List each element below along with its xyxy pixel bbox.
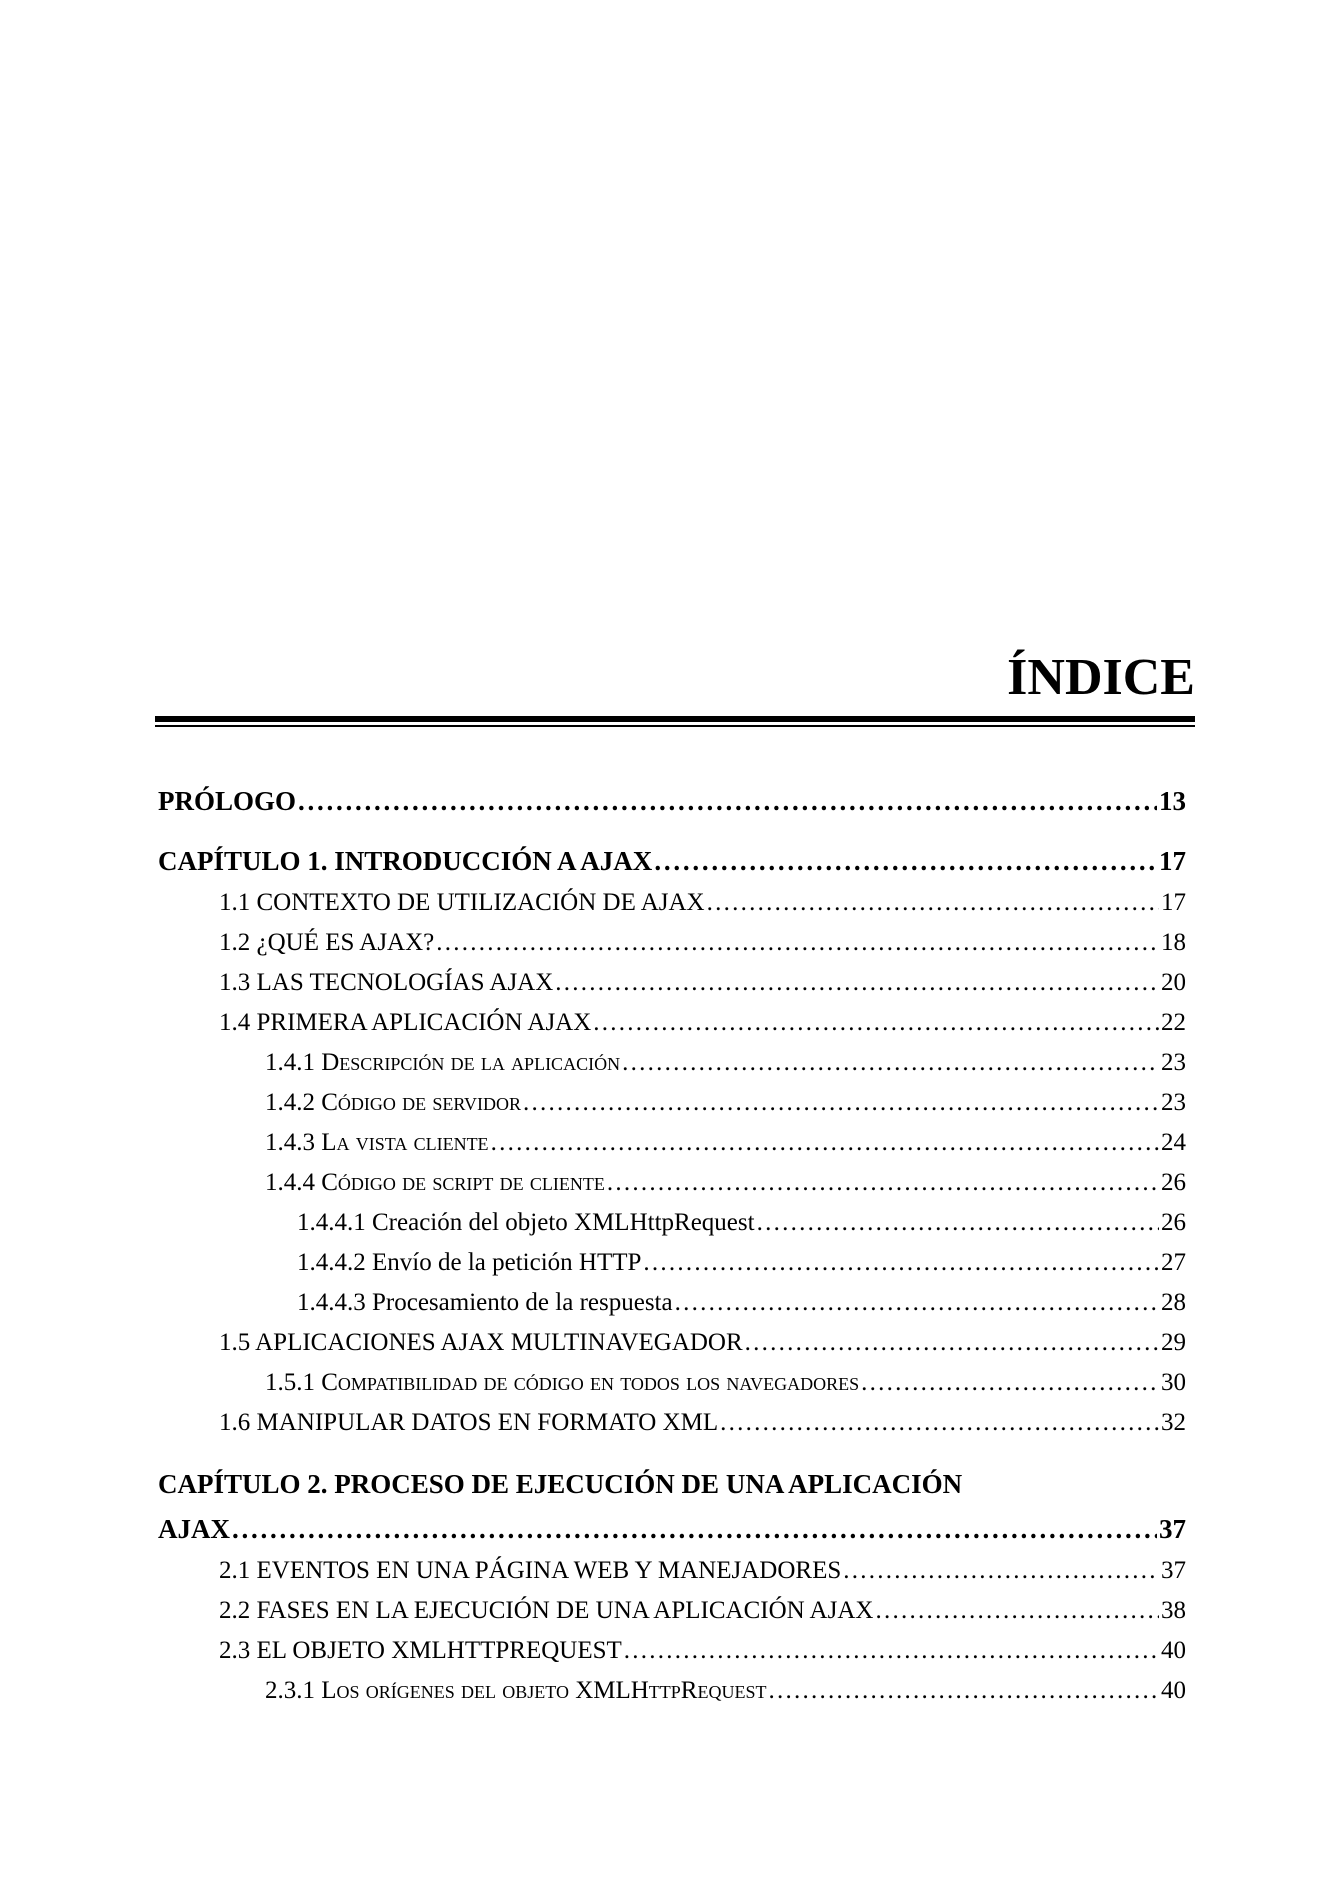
toc-entry-page: 29 [1161,1329,1186,1356]
toc-entry-2-1[interactable] [219,1557,1186,1585]
page-title: ÍNDICE [1007,649,1195,706]
toc-entry-page: 24 [1161,1129,1186,1156]
toc-entry-label: PRÓLOGO [158,786,297,816]
toc-entry-label: 2.2 FASES EN LA EJECUCIÓN DE UNA APLICACIÓN AJAX [219,1597,874,1624]
toc-entry-label: 1.5 APLICACIONES AJAX MULTINAVEGADOR [219,1329,743,1356]
toc-entry-page: 37 [1161,1557,1186,1584]
dot-leader [675,1289,1159,1317]
dot-leader [861,1369,1159,1397]
toc-entry-label: 1.1 CONTEXTO DE UTILIZACIÓN DE AJAX [219,889,705,916]
toc-entry-1-4-4-3[interactable] [297,1289,1186,1317]
toc-entry-1-2[interactable] [219,929,1186,957]
toc-entry-label: CAPÍTULO 1. INTRODUCCIÓN A AJAX [158,846,653,876]
toc-entry-page: 38 [1161,1597,1186,1624]
toc-entry-label: 1.4.4.2 Envío de la petición HTTP [297,1249,642,1276]
dot-leader [875,1597,1159,1625]
toc-entry-1-4-3[interactable] [265,1129,1186,1157]
dot-leader [720,1409,1159,1437]
dot-leader [843,1557,1159,1585]
dot-leader [298,786,1157,817]
toc-entry-page: 40 [1161,1677,1186,1704]
toc-entry-page: 22 [1161,1009,1186,1036]
dot-leader [622,1049,1159,1077]
toc-entry-label: 1.4.4.3 Procesamiento de la respuesta [297,1289,673,1316]
toc-entry-1-4[interactable] [219,1009,1186,1037]
toc-entry-1-4-4-1[interactable] [297,1209,1186,1237]
toc-entry-label: 1.4 PRIMERA APLICACIÓN AJAX [219,1009,592,1036]
toc-entry-1-4-2[interactable] [265,1089,1186,1117]
toc-entry-chapter-2-line1[interactable]: CAPÍTULO 2. PROCESO DE EJECUCIÓN DE UNA APLICACIÓN [158,1469,963,1499]
toc-entry-page: 28 [1161,1289,1186,1316]
toc-entry-label: AJAX [158,1514,230,1544]
dot-leader [491,1129,1159,1157]
dot-leader [607,1169,1159,1197]
dot-leader [757,1209,1159,1237]
dot-leader [593,1009,1159,1037]
toc-entry-label: 1.6 MANIPULAR DATOS EN FORMATO XML [219,1409,719,1436]
toc-entry-page: 30 [1161,1369,1186,1396]
toc-entry-page: 23 [1161,1089,1186,1116]
toc-entry-1-5[interactable] [219,1329,1186,1357]
toc-entry-label: 2.1 EVENTOS EN UNA PÁGINA WEB Y MANEJADORES [219,1557,842,1584]
dot-leader [555,969,1159,997]
toc-entry-1-1[interactable] [219,889,1186,917]
dot-leader [624,1637,1159,1665]
dot-leader [745,1329,1159,1357]
toc-entry-label: 1.4.3 La vista cliente [265,1129,489,1156]
toc-entry-page: 37 [1159,1514,1186,1544]
toc-entry-page: 27 [1161,1249,1186,1276]
toc-entry-page: 17 [1159,846,1186,876]
toc-entry-label: 1.4.4.1 Creación del objeto XMLHttpRequest [297,1209,755,1236]
toc-entry-2-3-1[interactable] [265,1677,1186,1705]
toc-entry-1-6[interactable] [219,1409,1186,1437]
toc-entry-label: 2.3 EL OBJETO XMLHTTPREQUEST [219,1637,622,1664]
toc-entry-page: 17 [1161,889,1186,916]
toc-entry-1-4-4-2[interactable] [297,1249,1186,1277]
toc-entry-1-4-4[interactable] [265,1169,1186,1197]
toc-entry-chapter-1[interactable] [158,846,1186,877]
toc-entry-1-4-1[interactable] [265,1049,1186,1077]
toc-entry-page: 13 [1159,786,1186,816]
toc-entry-label: 1.3 LAS TECNOLOGÍAS AJAX [219,969,554,996]
toc-entry-label: 2.3.1 Los orígenes del objeto XMLHttpRequest [265,1677,767,1704]
toc-entry-page: 23 [1161,1049,1186,1076]
toc-entry-page: 32 [1161,1409,1186,1436]
toc-entry-page: 26 [1161,1169,1186,1196]
toc-entry-label: 1.4.1 Descripción de la aplicación [265,1049,621,1076]
dot-leader [707,889,1159,917]
toc-entry-label: 1.4.2 Código de servidor [265,1089,521,1116]
toc-entry-label: 1.4.4 Código de script de cliente [265,1169,605,1196]
toc-entry-1-5-1[interactable] [265,1369,1186,1397]
toc-entry-1-3[interactable] [219,969,1186,997]
toc-entry-chapter-2[interactable] [158,1514,1186,1545]
toc-entry-label: 1.5.1 Compatibilidad de código en todos los navegadores [265,1369,860,1396]
dot-leader [643,1249,1159,1277]
dot-leader [654,846,1157,877]
dot-leader [768,1677,1159,1705]
dot-leader [436,929,1159,957]
toc-entry-page: 18 [1161,929,1186,956]
toc-entry-page: 26 [1161,1209,1186,1236]
toc-entry-2-3[interactable] [219,1637,1186,1665]
toc-entry-2-2[interactable] [219,1597,1186,1625]
dot-leader [523,1089,1159,1117]
dot-leader [232,1514,1157,1545]
toc-entry-page: 20 [1161,969,1186,996]
toc-entry-page: 40 [1161,1637,1186,1664]
toc-entry-label: 1.2 ¿QUÉ ES AJAX? [219,929,435,956]
toc-entry-prologo[interactable] [158,786,1186,817]
